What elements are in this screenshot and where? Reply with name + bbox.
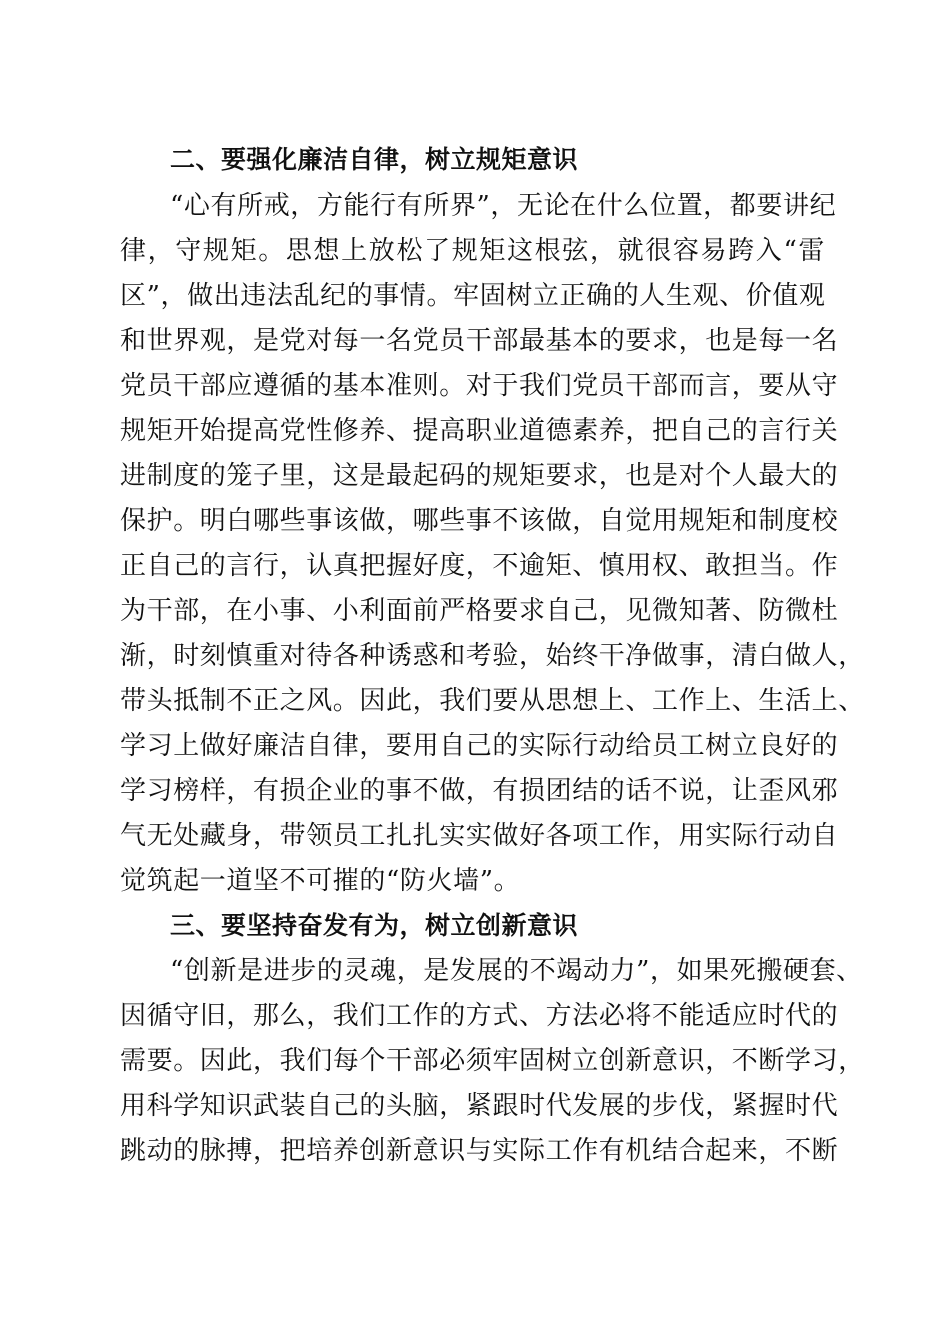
section-heading: 二、要强化廉洁自律，树立规矩意识 bbox=[170, 145, 579, 174]
paragraph-line: 带头抵制不正之风。因此，我们要从思想上、工作上、生活上、 bbox=[120, 686, 865, 716]
paragraph-line: 和世界观，是党对每一名党员干部最基本的要求，也是每一名 bbox=[120, 326, 839, 356]
paragraph-line: 为干部，在小事、小利面前严格要求自己，见微知著、防微杜 bbox=[120, 596, 839, 626]
paragraph-line: 保护。明白哪些事该做，哪些事不该做，自觉用规矩和制度校 bbox=[120, 506, 839, 536]
paragraph-line: 正自己的言行，认真把握好度，不逾矩、慎用权、敢担当。作 bbox=[120, 551, 839, 581]
paragraph-line: “心有所戒，方能行有所界”，无论在什么位置，都要讲纪 bbox=[170, 191, 837, 221]
paragraph-line: 学习上做好廉洁自律，要用自己的实际行动给员工树立良好的 bbox=[120, 731, 839, 761]
paragraph-line: 跳动的脉搏，把培养创新意识与实际工作有机结合起来，不断 bbox=[120, 1136, 839, 1166]
paragraph-line: 进制度的笼子里，这是最起码的规矩要求，也是对个人最大的 bbox=[120, 461, 839, 491]
paragraph-line: 渐，时刻慎重对待各种诱惑和考验，始终干净做事，清白做人， bbox=[120, 641, 865, 671]
paragraph-line: 觉筑起一道坚不可摧的“防火墙”。 bbox=[120, 866, 521, 896]
paragraph-line: 区”，做出违法乱纪的事情。牢固树立正确的人生观、价值观 bbox=[120, 281, 826, 311]
paragraph-line: 气无处藏身，带领员工扎扎实实做好各项工作，用实际行动自 bbox=[120, 821, 839, 851]
paragraph-line: “创新是进步的灵魂，是发展的不竭动力”，如果死搬硬套、 bbox=[170, 956, 863, 986]
paragraph-line: 规矩开始提高党性修养、提高职业道德素养，把自己的言行关 bbox=[120, 416, 839, 446]
paragraph-line: 因循守旧，那么，我们工作的方式、方法必将不能适应时代的 bbox=[120, 1001, 839, 1031]
paragraph-line: 需要。因此，我们每个干部必须牢固树立创新意识，不断学习， bbox=[120, 1046, 865, 1076]
paragraph-line: 律，守规矩。思想上放松了规矩这根弦，就很容易跨入“雷 bbox=[120, 236, 825, 266]
paragraph-line: 用科学知识武装自己的头脑，紧跟时代发展的步伐，紧握时代 bbox=[120, 1091, 839, 1121]
paragraph-line: 党员干部应遵循的基本准则。对于我们党员干部而言，要从守 bbox=[120, 371, 839, 401]
section-heading: 三、要坚持奋发有为，树立创新意识 bbox=[170, 911, 579, 940]
paragraph-line: 学习榜样，有损企业的事不做，有损团结的话不说，让歪风邪 bbox=[120, 776, 839, 806]
